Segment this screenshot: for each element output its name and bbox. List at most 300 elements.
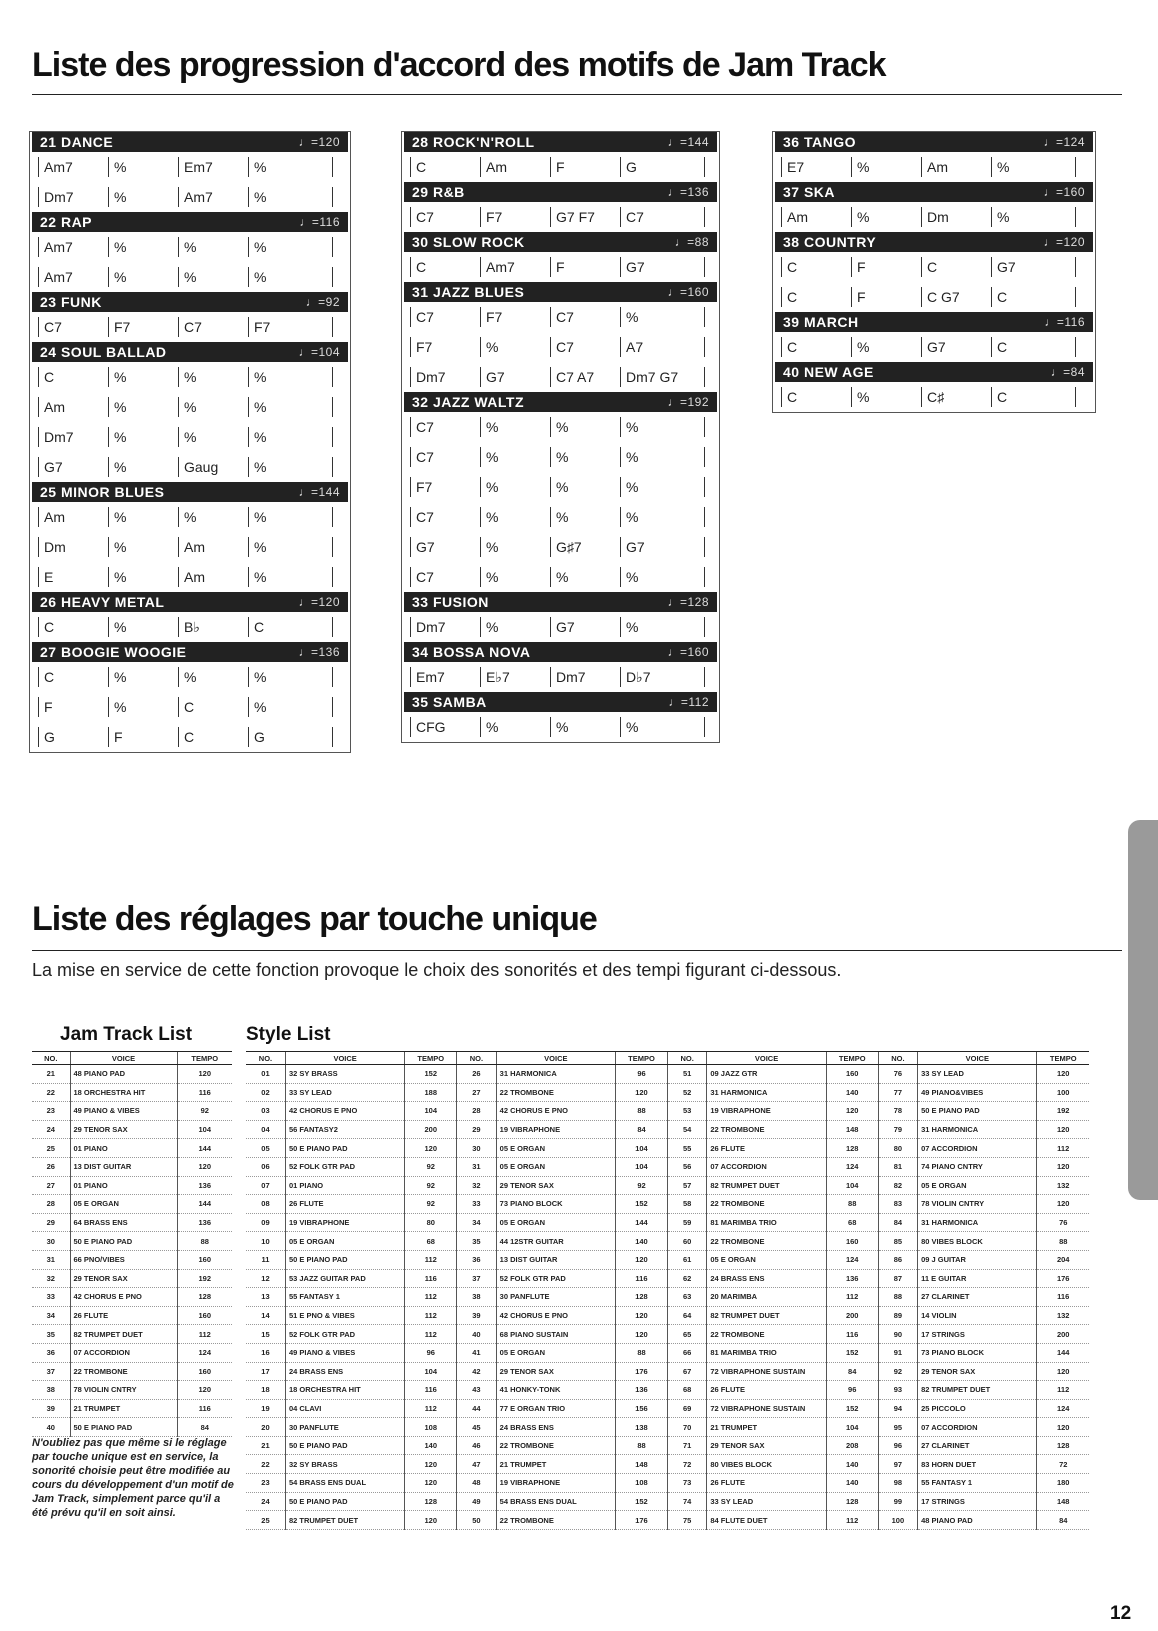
chord-symbol: C G7 [927, 289, 960, 305]
bar-line [108, 367, 109, 387]
table-row [32, 1343, 232, 1362]
tempo-value: 112 [405, 1250, 457, 1269]
bar-line-end [1075, 287, 1076, 307]
voice-name: 26 FLUTE [285, 1195, 404, 1214]
style-number: 73 [667, 1474, 706, 1493]
table-row [246, 1381, 1089, 1400]
tempo-value: 152 [616, 1492, 668, 1511]
bar-line [410, 307, 411, 327]
tempo-value: 104 [616, 1139, 668, 1158]
pattern-column-2 [401, 131, 720, 743]
voice-name: 49 PIANO & VIBES [285, 1343, 404, 1362]
style-number: 53 [667, 1102, 706, 1121]
voice-name: 18 ORCHESTRA HIT [285, 1381, 404, 1400]
voice-name: 27 CLARINET [918, 1436, 1037, 1455]
pattern-name: 22 RAP [40, 214, 93, 230]
tempo-value: 148 [616, 1455, 668, 1474]
chord-symbol: C [787, 389, 798, 405]
pattern-number: 38 [32, 1381, 70, 1400]
chord-symbol: Dm7 [416, 369, 446, 385]
chord-symbol: % [486, 449, 499, 465]
bar-line [178, 367, 179, 387]
tempo-value: 112 [405, 1288, 457, 1307]
table-row [246, 1343, 1089, 1362]
tempo-value: 140 [616, 1232, 668, 1251]
tempo-value: 108 [405, 1418, 457, 1437]
chord-symbol: Am [184, 569, 205, 585]
tempo-value: 92 [405, 1176, 457, 1195]
voice-name: 72 VIBRAPHONE SUSTAIN [707, 1399, 826, 1418]
chord-symbol: Am7 [44, 269, 73, 285]
pattern-number: 32 [32, 1269, 70, 1288]
pattern-number: 25 [32, 1139, 70, 1158]
voice-name: 11 E GUITAR [918, 1269, 1037, 1288]
voice-name: 29 TENOR SAX [70, 1120, 177, 1139]
pattern-tempo: ♩=112 [668, 695, 709, 709]
bar-line-end [332, 667, 333, 687]
tempo-value: 140 [826, 1455, 878, 1474]
tempo-value: 120 [1037, 1065, 1089, 1084]
bar-line-end [704, 417, 705, 437]
bar-line [781, 157, 782, 177]
table-row [32, 1306, 232, 1325]
bar-line-end [704, 537, 705, 557]
bar-line [178, 157, 179, 177]
bar-line-end [332, 697, 333, 717]
chord-symbol: % [486, 719, 499, 735]
table-row [32, 1157, 232, 1176]
chord-symbol: C [44, 619, 55, 635]
style-number: 77 [878, 1083, 917, 1102]
chord-symbol: % [184, 399, 197, 415]
chord-symbol: % [626, 509, 639, 525]
chord-row [30, 262, 350, 292]
bar-line [480, 537, 481, 557]
bar-line [38, 457, 39, 477]
chord-symbol: % [114, 569, 127, 585]
tempo-value: 128 [826, 1139, 878, 1158]
chord-symbol: % [486, 509, 499, 525]
voice-name: 84 FLUTE DUET [707, 1511, 826, 1530]
style-number: 31 [457, 1157, 496, 1176]
chord-symbol: C [254, 619, 265, 635]
pattern-header [32, 642, 348, 662]
bar-line [38, 617, 39, 637]
voice-name: 29 TENOR SAX [707, 1436, 826, 1455]
tempo-value: 124 [177, 1343, 232, 1362]
bar-line [620, 667, 621, 687]
tempo-value: 140 [405, 1436, 457, 1455]
chord-symbol: C [997, 389, 1008, 405]
header-no: NO. [457, 1052, 496, 1065]
jam-track-list-title: Jam Track List [60, 1024, 193, 1045]
bar-line [178, 567, 179, 587]
bar-line [178, 317, 179, 337]
voice-name: 22 TROMBONE [707, 1195, 826, 1214]
pattern-name: 32 JAZZ WALTZ [412, 394, 525, 410]
voice-name: 49 PIANO&VIBES [918, 1083, 1037, 1102]
chord-symbol: % [254, 699, 267, 715]
bar-line [178, 267, 179, 287]
pattern-number: 23 [32, 1102, 70, 1121]
tempo-value: 112 [405, 1325, 457, 1344]
bar-line-end [332, 507, 333, 527]
tempo-value: 120 [826, 1102, 878, 1121]
bar-line [178, 457, 179, 477]
voice-name: 26 FLUTE [707, 1474, 826, 1493]
bar-line [178, 697, 179, 717]
voice-name: 32 SY BRASS [285, 1455, 404, 1474]
pattern-tempo: ♩=144 [667, 135, 709, 149]
chord-symbol: C [44, 369, 55, 385]
tempo-value: 128 [616, 1288, 668, 1307]
bar-line [620, 417, 621, 437]
chord-symbol: % [114, 699, 127, 715]
style-number: 98 [878, 1474, 917, 1493]
bar-line [108, 267, 109, 287]
tempo-value: 120 [616, 1250, 668, 1269]
pattern-header [32, 592, 348, 612]
chord-symbol: % [114, 239, 127, 255]
chord-symbol: % [254, 509, 267, 525]
bar-line [108, 237, 109, 257]
bar-line-end [704, 477, 705, 497]
style-number: 08 [246, 1195, 285, 1214]
chord-symbol: C [44, 669, 55, 685]
bar-line [38, 667, 39, 687]
chord-symbol: C [787, 259, 798, 275]
bar-line [620, 477, 621, 497]
chord-symbol: % [556, 509, 569, 525]
pattern-number: 39 [32, 1399, 70, 1418]
pattern-name: 24 SOUL BALLAD [40, 344, 167, 360]
bar-line-end [704, 667, 705, 687]
bar-line-end [332, 617, 333, 637]
pattern-name: 28 ROCK'N'ROLL [412, 134, 535, 150]
chord-symbol: C [787, 339, 798, 355]
chord-symbol: F [857, 259, 866, 275]
voice-name: 52 FOLK GTR PAD [496, 1269, 615, 1288]
style-number: 85 [878, 1232, 917, 1251]
chord-row [30, 362, 350, 392]
chord-symbol: % [114, 539, 127, 555]
style-number: 41 [457, 1343, 496, 1362]
table-row [246, 1102, 1089, 1121]
voice-name: 50 E PIANO PAD [918, 1102, 1037, 1121]
pattern-name: 40 NEW AGE [783, 364, 874, 380]
bar-line [620, 207, 621, 227]
voice-name: 32 SY BRASS [285, 1065, 404, 1084]
tempo-value: 120 [616, 1325, 668, 1344]
table-row [246, 1362, 1089, 1381]
style-number: 01 [246, 1065, 285, 1084]
chord-symbol: C7 [626, 209, 644, 225]
bar-line-end [704, 337, 705, 357]
tempo-value: 176 [1037, 1269, 1089, 1288]
pattern-number: 30 [32, 1232, 70, 1251]
style-number: 72 [667, 1455, 706, 1474]
style-number: 50 [457, 1511, 496, 1530]
bar-line [410, 207, 411, 227]
chord-symbol: C7 [184, 319, 202, 335]
pattern-tempo: ♩=144 [298, 485, 340, 499]
tempo-value: 160 [177, 1306, 232, 1325]
bar-line [108, 727, 109, 747]
style-number: 42 [457, 1362, 496, 1381]
chord-symbol: Am [44, 509, 65, 525]
chord-symbol: % [254, 239, 267, 255]
table-row [246, 1455, 1089, 1474]
tempo-value: 88 [616, 1436, 668, 1455]
bar-line [620, 447, 621, 467]
voice-name: 29 TENOR SAX [70, 1269, 177, 1288]
voice-name: 52 FOLK GTR PAD [285, 1157, 404, 1176]
chord-symbol: % [254, 189, 267, 205]
table-row [246, 1436, 1089, 1455]
style-number: 06 [246, 1157, 285, 1176]
style-number: 46 [457, 1436, 496, 1455]
voice-name: 68 PIANO SUSTAIN [496, 1325, 615, 1344]
voice-name: 01 PIANO [285, 1176, 404, 1195]
chord-symbol: C7 [44, 319, 62, 335]
chord-symbol: Am7 [44, 239, 73, 255]
voice-name: 56 FANTASY2 [285, 1120, 404, 1139]
style-number: 49 [457, 1492, 496, 1511]
chord-row [773, 252, 1095, 282]
bar-line [991, 337, 992, 357]
pattern-number: 28 [32, 1195, 70, 1214]
tempo-value: 152 [826, 1399, 878, 1418]
pattern-number: 34 [32, 1306, 70, 1325]
style-number: 34 [457, 1213, 496, 1232]
voice-name: 09 J GUITAR [918, 1250, 1037, 1269]
tempo-value: 92 [177, 1102, 232, 1121]
bar-line-end [704, 617, 705, 637]
tempo-value: 120 [616, 1306, 668, 1325]
tempo-value: 120 [405, 1511, 457, 1530]
tempo-value: 112 [826, 1288, 878, 1307]
voice-name: 42 CHORUS E PNO [496, 1102, 615, 1121]
bar-line [410, 617, 411, 637]
bar-line [480, 507, 481, 527]
chord-symbol: G7 [416, 539, 435, 555]
tempo-value: 108 [616, 1474, 668, 1493]
tempo-value: 208 [826, 1436, 878, 1455]
chord-row [773, 332, 1095, 362]
chord-symbol: Am7 [486, 259, 515, 275]
tempo-value: 96 [616, 1065, 668, 1084]
style-number: 64 [667, 1306, 706, 1325]
jam-track-note: N'oubliez pas que même si le réglage par touche unique est en service, la sonorité choisie peut être modifiée au cours du développement d'un motif de Jam Track, simplement parce qu'il a été prévu qu'il en soit ainsi. [32, 1437, 234, 1519]
pattern-header [404, 592, 717, 612]
chord-symbol: F [556, 159, 565, 175]
style-number: 27 [457, 1083, 496, 1102]
tempo-value: 160 [826, 1232, 878, 1251]
bar-line [550, 157, 551, 177]
tempo-value: 92 [616, 1176, 668, 1195]
pattern-tempo: ♩=116 [299, 215, 340, 229]
chord-symbol: Em7 [184, 159, 213, 175]
one-touch-description: La mise en service de cette fonction provoque le choix des sonorités et des tempi figurant ci-dessous. [32, 960, 842, 980]
tempo-value: 92 [405, 1157, 457, 1176]
table-row [246, 1288, 1089, 1307]
chord-row [30, 422, 350, 452]
tempo-value: 124 [826, 1250, 878, 1269]
table-row [32, 1362, 232, 1381]
chord-symbol: % [114, 669, 127, 685]
pattern-tempo: ♩=92 [305, 295, 340, 309]
chord-symbol: Em7 [416, 669, 445, 685]
pattern-header [775, 182, 1093, 202]
voice-name: 29 TENOR SAX [918, 1362, 1037, 1381]
bar-line [178, 617, 179, 637]
style-number: 70 [667, 1418, 706, 1437]
bar-line [248, 457, 249, 477]
chord-symbol: G7 [556, 619, 575, 635]
chord-symbol: % [114, 509, 127, 525]
tempo-value: 192 [177, 1269, 232, 1288]
style-number: 47 [457, 1455, 496, 1474]
tempo-value: 84 [177, 1418, 232, 1437]
bar-line [550, 537, 551, 557]
tempo-value: 160 [826, 1065, 878, 1084]
bar-line [108, 507, 109, 527]
chord-symbol: % [486, 479, 499, 495]
chord-row [30, 452, 350, 482]
chord-symbol: E♭7 [486, 669, 510, 685]
style-number: 11 [246, 1250, 285, 1269]
chord-symbol: % [254, 369, 267, 385]
voice-name: 24 BRASS ENS [707, 1269, 826, 1288]
bar-line [480, 367, 481, 387]
voice-name: 14 VIOLIN [918, 1306, 1037, 1325]
tempo-value: 144 [616, 1213, 668, 1232]
style-number: 15 [246, 1325, 285, 1344]
tempo-value: 100 [1037, 1083, 1089, 1102]
tempo-value: 132 [1037, 1176, 1089, 1195]
tempo-value: 116 [826, 1325, 878, 1344]
style-number: 99 [878, 1492, 917, 1511]
tempo-value: 192 [1037, 1102, 1089, 1121]
bar-line [851, 207, 852, 227]
voice-name: 51 E PNO & VIBES [285, 1306, 404, 1325]
tempo-value: 76 [1037, 1213, 1089, 1232]
voice-name: 09 JAZZ GTR [707, 1065, 826, 1084]
pattern-header [775, 312, 1093, 332]
voice-name: 42 CHORUS E PNO [285, 1102, 404, 1121]
pattern-header [404, 132, 717, 152]
style-number: 22 [246, 1455, 285, 1474]
bar-line-end [704, 447, 705, 467]
chord-symbol: % [254, 669, 267, 685]
style-number: 04 [246, 1120, 285, 1139]
tempo-value: 160 [177, 1362, 232, 1381]
pattern-header [404, 232, 717, 252]
chord-symbol: % [556, 479, 569, 495]
table-row [246, 1139, 1089, 1158]
chord-row [30, 502, 350, 532]
tempo-value: 88 [826, 1195, 878, 1214]
bar-line [38, 697, 39, 717]
tempo-value: 116 [616, 1269, 668, 1288]
tempo-value: 160 [177, 1250, 232, 1269]
bar-line [921, 257, 922, 277]
bar-line-end [704, 157, 705, 177]
bar-line [550, 477, 551, 497]
voice-name: 05 E ORGAN [496, 1139, 615, 1158]
tempo-value: 120 [616, 1083, 668, 1102]
tempo-value: 116 [405, 1381, 457, 1400]
chord-symbol: G [254, 729, 265, 745]
pattern-tempo: ♩=116 [1044, 315, 1085, 329]
tempo-value: 136 [826, 1269, 878, 1288]
bar-line-end [704, 567, 705, 587]
chord-symbol: C7 [416, 569, 434, 585]
chord-symbol: F7 [486, 209, 503, 225]
chord-symbol: C7 [416, 209, 434, 225]
voice-name: 48 PIANO PAD [918, 1511, 1037, 1530]
bar-line [410, 567, 411, 587]
voice-name: 31 HARMONICA [918, 1213, 1037, 1232]
bar-line-end [1075, 257, 1076, 277]
bar-line [248, 237, 249, 257]
pattern-name: 21 DANCE [40, 134, 114, 150]
chord-symbol: C [787, 289, 798, 305]
bar-line [620, 567, 621, 587]
style-number: 30 [457, 1139, 496, 1158]
tempo-value: 120 [405, 1455, 457, 1474]
bar-line [480, 157, 481, 177]
bar-line [851, 287, 852, 307]
voice-name: 05 E ORGAN [918, 1176, 1037, 1195]
chord-row [402, 362, 719, 392]
side-tab [1128, 820, 1158, 1200]
chord-row [30, 232, 350, 262]
style-number: 16 [246, 1343, 285, 1362]
table-row [32, 1269, 232, 1288]
voice-name: 42 CHORUS E PNO [496, 1306, 615, 1325]
bar-line [991, 207, 992, 227]
chord-row [30, 152, 350, 182]
pattern-name: 38 COUNTRY [783, 234, 877, 250]
style-number: 14 [246, 1306, 285, 1325]
bar-line [108, 567, 109, 587]
tempo-value: 104 [826, 1176, 878, 1195]
pattern-header [404, 642, 717, 662]
pattern-header [32, 212, 348, 232]
tempo-value: 204 [1037, 1250, 1089, 1269]
chord-symbol: C7 [416, 309, 434, 325]
bar-line [620, 507, 621, 527]
chord-symbol: % [254, 459, 267, 475]
chord-row [402, 662, 719, 692]
pattern-number: 33 [32, 1288, 70, 1307]
tempo-value: 84 [826, 1362, 878, 1381]
pattern-tempo: ♩=120 [298, 135, 340, 149]
chord-symbol: % [486, 569, 499, 585]
bar-line [410, 417, 411, 437]
chord-symbol: C [184, 729, 195, 745]
style-number: 21 [246, 1436, 285, 1455]
chord-symbol: % [556, 719, 569, 735]
tempo-value: 104 [177, 1120, 232, 1139]
chord-row [402, 302, 719, 332]
chord-symbol: Am [927, 159, 948, 175]
bar-line [248, 727, 249, 747]
chord-row [773, 202, 1095, 232]
chord-row [30, 182, 350, 212]
bar-line-end [704, 507, 705, 527]
